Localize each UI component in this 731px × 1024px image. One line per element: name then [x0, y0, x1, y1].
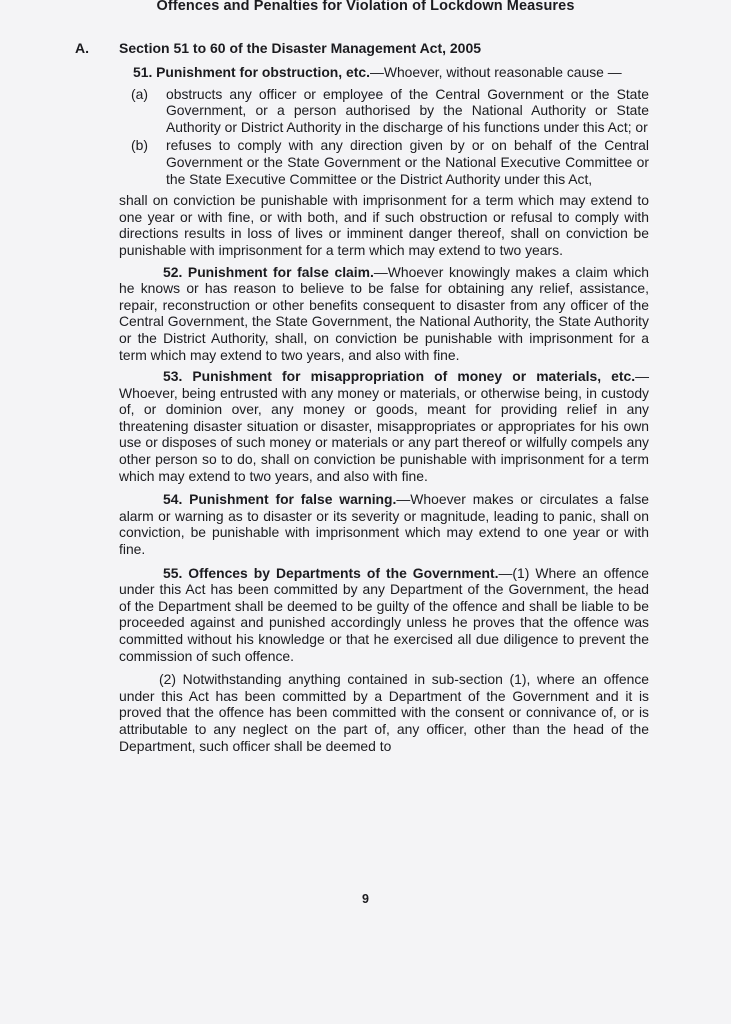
page-number: 9: [362, 892, 369, 906]
section-51-intro: [119, 64, 649, 81]
clause-a: [119, 86, 649, 136]
section-55-heading: 55. Offences by Departments of the Government.: [163, 564, 499, 581]
section-53: [119, 368, 649, 484]
section-letter: A.: [75, 40, 89, 56]
clause-b: [119, 137, 649, 187]
clause-b-label: (b): [131, 137, 148, 154]
section-52: [119, 264, 649, 364]
clause-a-label: (a): [131, 85, 148, 102]
section-51-heading: 51. Punishment for obstruction, etc.: [133, 64, 370, 80]
section-55-1: [119, 565, 649, 665]
section-53-text: —Whoever, being entrusted with any money or materials, or otherwise being, in custody of, or dominion over, any money or goods, meant for providing relief in any threatening disaster situation or disaster, misappropriates or appropriates for his own use or disposes of such money or materials or any part thereof or wilfully compels any other person so to do, shall on conviction be punishable with imprisonment for a term which may extend to two years, and also with fine.: [119, 368, 649, 484]
section-54-heading: 54. Punishment for false warning.: [163, 491, 397, 508]
section-52-heading: 52. Punishment for false claim.: [163, 263, 374, 280]
page-title: Offences and Penalties for Violation of Lockdown Measures: [156, 0, 575, 14]
section-55-2: (2) Notwithstanding anything contained in sub-section (1), where an offence under this Act has been committed by a Department of the Government and it is proved that the offence has been committed with the consent or connivance of, or is attributable to any neglect on the part of, any officer, other than the head of the Department, such officer shall be deemed to: [119, 671, 649, 754]
clause-b-text: refuses to comply with any direction given by or on behalf of the Central Government or the State Government or the National Executive Committee or the State Executive Committee or the District Authority under this Act,: [166, 137, 649, 187]
section-51-tail: shall on conviction be punishable with imprisonment for a term which may extend to one year or with fine, or with both, and if such obstruction or refusal to comply with directions results in loss of lives or imminent danger thereof, shall on conviction be punishable with imprisonment for a term which may extend to two years.: [119, 192, 649, 258]
section-52-text: —Whoever knowingly makes a claim which he knows or has reason to believe to be false for obtaining any relief, assistance, repair, reconstruction or other benefits consequent to disaster from any officer of the Central Government, the State Government, the National Authority, the State Authority or the District Authority, shall, on conviction be punishable with imprisonment for a term which may extend to two years, and also with fine.: [119, 263, 649, 363]
section-54-text: —Whoever makes or circulates a false alarm or warning as to disaster or its severity or magnitude, leading to panic, shall on conviction, be punishable with imprisonment which may extend to one year or with fine.: [119, 491, 649, 558]
section-title: Section 51 to 60 of the Disaster Management Act, 2005: [119, 40, 482, 56]
section-51-intro-text: —Whoever, without reasonable cause —: [369, 64, 622, 80]
clause-a-text: obstructs any officer or employee of the Central Government or the State Government, or a person authorised by the National Authority or State Authority or District Authority in the discharge of his functions under this Act; or: [166, 85, 649, 135]
section-54: [119, 491, 649, 557]
section-53-heading: 53. Punishment for misappropriation of money or materials, etc.: [163, 368, 636, 385]
section-55-text-1: —(1) Where an offence under this Act has been committed by any Department of the Government, the head of the Department shall be deemed to be guilty of the offence and shall be liable to be proceeded against and punished accordingly unless he proves that the offence was committed without his knowledge or that he exercised all due diligence to prevent the commission of such offence.: [119, 564, 649, 664]
document-body: [119, 64, 649, 754]
